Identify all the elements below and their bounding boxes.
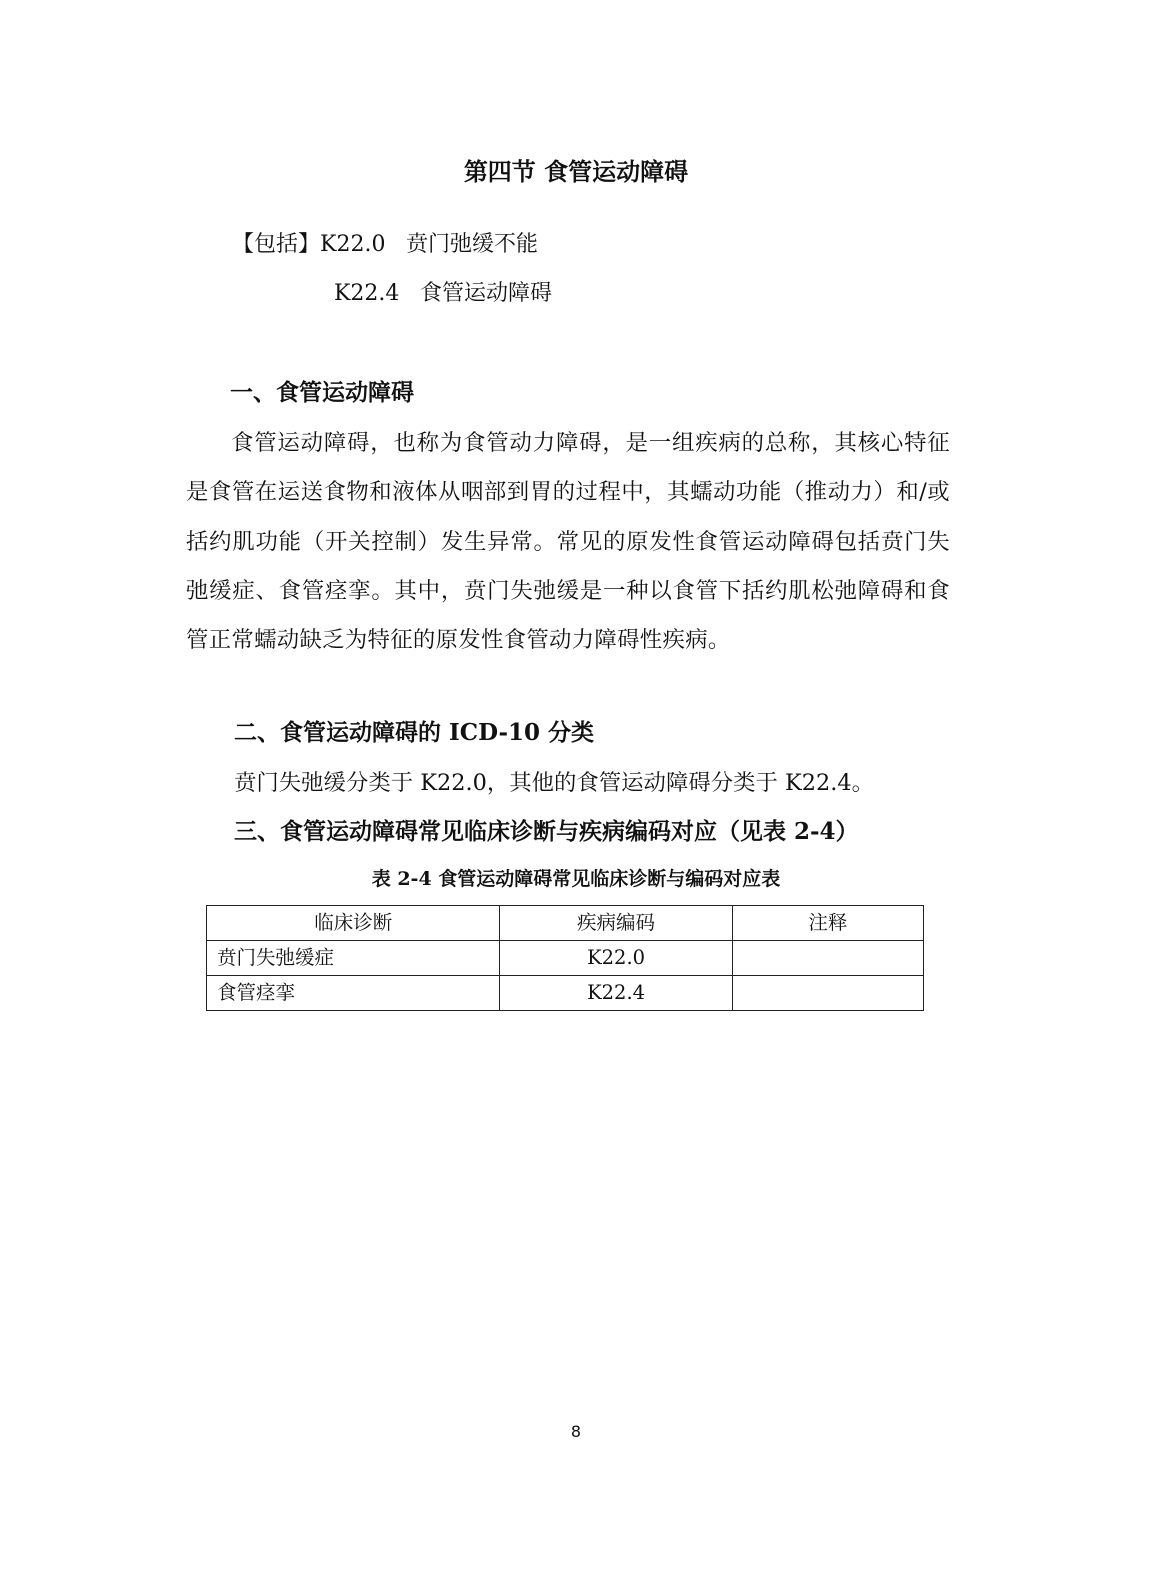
table-caption: 表 2-4 食管运动障碍常见临床诊断与编码对应表	[371, 868, 781, 890]
table-cell-code: K22.0	[500, 941, 732, 976]
include-label: 【包括】	[232, 232, 321, 257]
table-cell-diagnosis: 食管痉挛	[207, 976, 500, 1011]
include-row-1	[232, 229, 538, 261]
table-row	[207, 976, 924, 1011]
table-header-cell: 注释	[732, 906, 923, 941]
page-number: 8	[570, 1422, 582, 1441]
table-header-cell: 临床诊断	[207, 906, 500, 941]
table-cell-diagnosis: 贲门失弛缓症	[207, 941, 500, 976]
table-header-cell: 疾病编码	[500, 906, 732, 941]
diagnosis-code-table	[206, 905, 924, 1011]
heading-part1: 一、食管运动障碍	[230, 379, 414, 406]
include-name: 食管运动障碍	[420, 281, 553, 306]
heading-part2: 二、食管运动障碍的 ICD-10 分类	[234, 719, 595, 746]
section-title: 第四节 食管运动障碍	[463, 157, 689, 186]
table-cell-note	[732, 976, 923, 1011]
include-row-2	[334, 278, 552, 310]
table-header-row	[207, 906, 924, 941]
table-cell-code: K22.4	[500, 976, 732, 1011]
table-cell-note	[732, 941, 923, 976]
text-part2: 贲门失弛缓分类于 K22.0，其他的食管运动障碍分类于 K22.4。	[234, 770, 874, 796]
include-code: K22.4	[334, 281, 400, 306]
paragraph-part1: 食管运动障碍，也称为食管动力障碍，是一组疾病的总称，其核心特征是食管在运送食物和液体从咽部到胃的过程中，其蠕动功能（推动力）和/或括约肌功能（开关控制）发生异常。常见的原发性食管运动障碍包括贲门失弛缓症、食管痉挛。其中，贲门失弛缓是一种以食管下括约肌松弛障碍和食管正常蠕动缺乏为特征的原发性食管动力障碍性疾病。	[186, 430, 950, 654]
heading-part3: 三、食管运动障碍常见临床诊断与疾病编码对应（见表 2-4）	[234, 818, 859, 845]
include-name: 贲门弛缓不能	[406, 232, 539, 257]
include-code: K22.0	[320, 232, 386, 257]
table-row	[207, 941, 924, 976]
